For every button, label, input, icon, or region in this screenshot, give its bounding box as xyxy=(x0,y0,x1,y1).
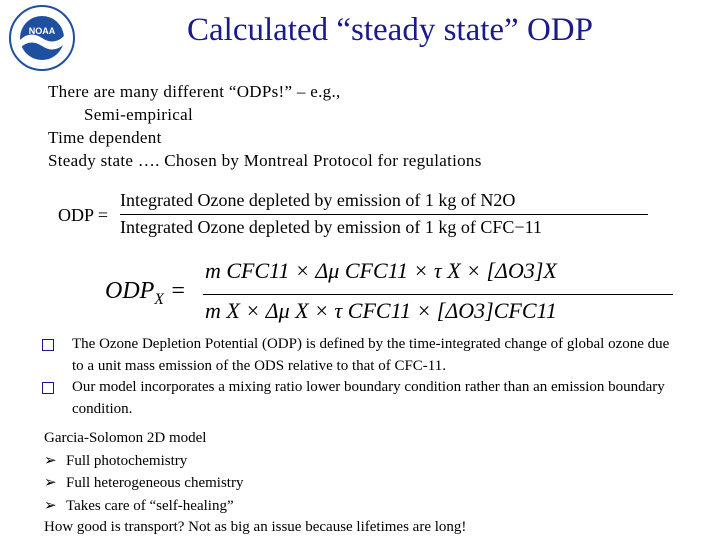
bullet-item xyxy=(42,334,682,377)
equation2-denominator: m X × Δμ X × τ CFC11 × [ΔO3]CFC11 xyxy=(205,298,557,323)
list-item-text: Full heterogeneous chemistry xyxy=(66,475,244,491)
bullet-text: Our model incorporates a mixing ratio lower boundary condition rather than an emission boundary condition. xyxy=(72,379,665,417)
noaa-logo xyxy=(8,4,76,72)
intro-text xyxy=(48,80,482,172)
intro-line-2: Semi-empirical xyxy=(84,105,193,124)
model-section xyxy=(44,428,466,539)
list-item-text: Full photochemistry xyxy=(66,452,188,469)
closing-text: How good is transport? Not as big an issue because lifetimes are long! xyxy=(44,519,467,535)
list-item xyxy=(44,450,466,473)
checkbox-bullet-icon xyxy=(42,339,54,351)
logo-text: NOAA xyxy=(28,26,56,36)
equation1-denominator: Integrated Ozone depleted by emission of 1 kg of CFC−11 xyxy=(120,217,542,237)
equation1-numerator: Integrated Ozone depleted by emission of 1 kg of N2O xyxy=(120,190,516,210)
equation2-lhs-sub: X xyxy=(154,290,164,308)
bullet-text: The Ozone Depletion Potential (ODP) is defined by the time-integrated change of global ozone due to a unit mass emission of the ODS relative to that of CFC-11. xyxy=(72,336,670,374)
fraction-bar xyxy=(203,294,673,295)
checkbox-bullet-icon xyxy=(42,382,54,394)
slide-title: Calculated “steady state” ODP xyxy=(187,12,593,48)
intro-line-1: There are many different “ODPs!” – e.g., xyxy=(48,82,341,101)
arrow-bullet-icon: ➢ xyxy=(44,450,57,469)
bullet-list xyxy=(42,334,682,420)
arrow-bullet-icon: ➢ xyxy=(44,495,57,514)
fraction-bar xyxy=(120,214,648,215)
list-item xyxy=(44,472,466,495)
arrow-bullet-icon: ➢ xyxy=(44,473,57,491)
model-heading: Garcia-Solomon 2D model xyxy=(44,430,207,446)
list-item-text: Takes care of “self-healing” xyxy=(66,497,234,514)
bullet-item xyxy=(42,377,682,420)
equation2-numerator: m CFC11 × Δμ CFC11 × τ X × [ΔO3]X xyxy=(205,258,557,283)
equation1-fraction xyxy=(120,190,648,238)
intro-line-3: Time dependent xyxy=(48,128,162,147)
intro-line-4: Steady state …. Chosen by Montreal Protocol for regulations xyxy=(48,151,482,170)
equation2-lhs xyxy=(105,278,186,309)
equation1-lhs: ODP = xyxy=(58,205,108,225)
list-item xyxy=(44,495,466,518)
equation2-lhs-main: ODP xyxy=(105,278,155,304)
equation2-equals: = xyxy=(169,278,187,304)
